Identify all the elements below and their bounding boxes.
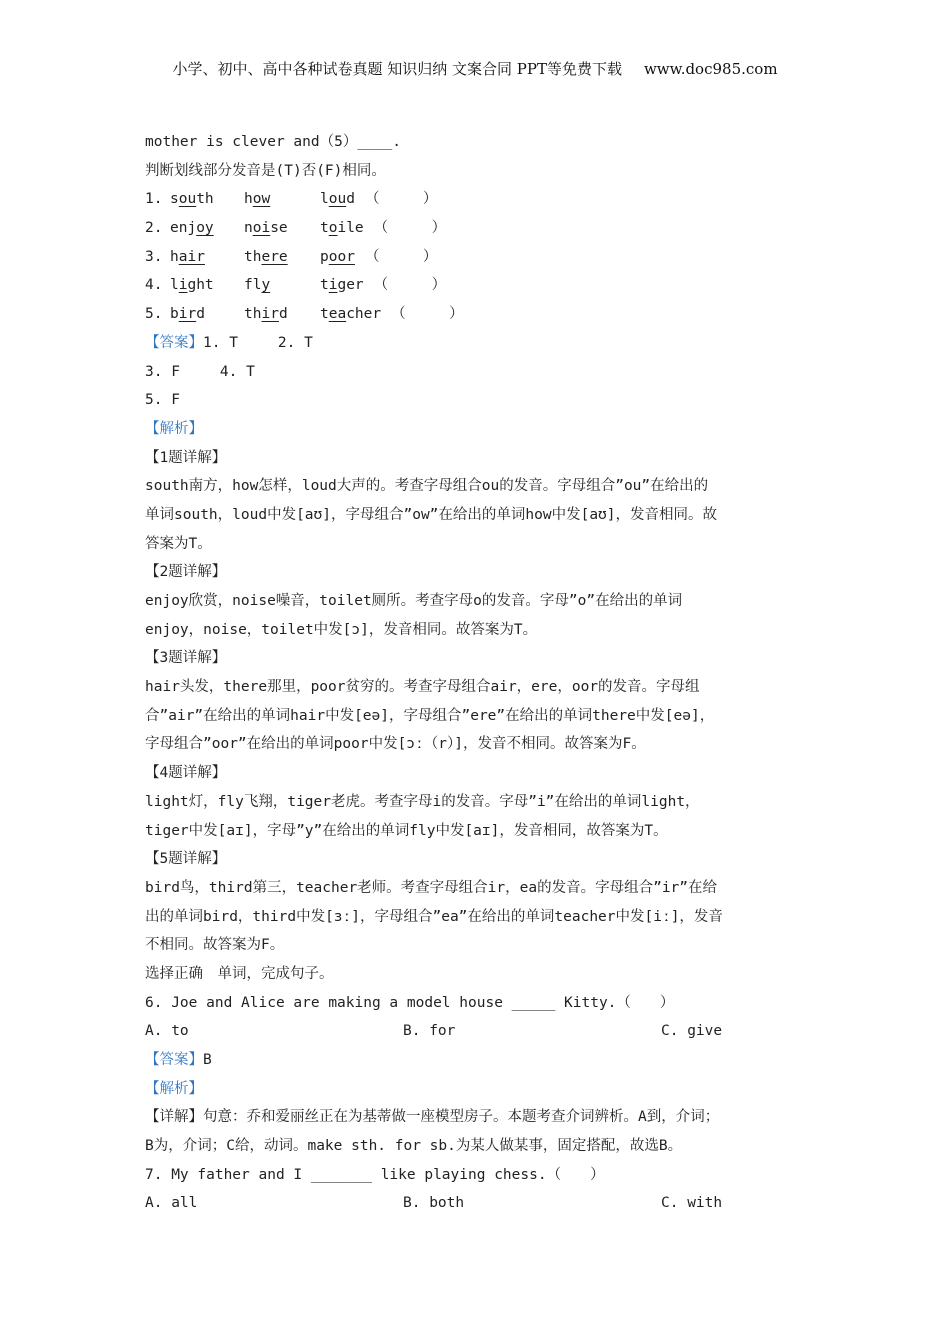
- phonics-row: [145, 271, 815, 300]
- analysis-details: [145, 444, 815, 960]
- detail-line: 不相同。故答案为F。: [145, 937, 285, 954]
- analysis-tag: 【解析】: [145, 420, 203, 437]
- word-part: n: [244, 220, 253, 237]
- word: [320, 249, 355, 265]
- word-part: d: [278, 306, 288, 323]
- intro-line: mother is clever and（5）____.: [145, 134, 401, 150]
- phonics-list: [145, 185, 815, 328]
- detail-line: enjoy，noise，toilet中发[ɔ]，发音相同。故答案为T。: [145, 621, 538, 638]
- word-part: l: [320, 191, 329, 208]
- word-part: d: [346, 191, 355, 208]
- word-part: se: [270, 220, 288, 237]
- underlined-letters: i: [328, 277, 338, 294]
- header-text: 小学、初中、高中各种试卷真题 知识归纳 文案合同 PPT等免费下载: [172, 60, 622, 78]
- phonics-row: [145, 214, 815, 243]
- question-6-answer: [145, 1046, 815, 1075]
- word: [320, 306, 381, 322]
- detail-line: B为，介词；C给，动词。make sth. for sb.为某人做某事，固定搭配，故选B。: [145, 1138, 683, 1155]
- word-part: s: [170, 191, 179, 208]
- word-part: th: [244, 306, 262, 323]
- detail-line: 出的单词bird，third中发[ɜː]，字母组合”ea”在给出的单词teacher中发[iː]，发音: [145, 908, 723, 925]
- word: [244, 271, 320, 300]
- word-part: th: [196, 191, 214, 208]
- document-body: [145, 128, 815, 1218]
- word-part: cher: [346, 306, 382, 323]
- answer-item: 2. T: [277, 334, 313, 351]
- detail-title: 【2题详解】: [145, 564, 227, 581]
- underlined-letters: ir: [261, 306, 279, 323]
- answer-tag: 【答案】: [145, 334, 203, 351]
- answer-tag: 【答案】: [145, 1052, 203, 1068]
- question-6: 6. Joe and Alice are making a model house _____ Kitty.（ ）: [145, 994, 675, 1011]
- word: [170, 185, 244, 214]
- option-c: C. give: [661, 1023, 723, 1040]
- word-part: ile: [337, 220, 364, 237]
- detail-title: 【1题详解】: [145, 449, 227, 466]
- underlined-letters: y: [261, 277, 271, 294]
- question-7: 7. My father and I _______ like playing chess.（ ）: [145, 1166, 605, 1183]
- answer-blank: （ ）: [391, 306, 464, 323]
- word-part: ger: [337, 277, 364, 294]
- detail-line: light灯，fly飞翔，tiger老虎。考查字母i的发音。字母”i”在给出的单词light，: [145, 793, 700, 810]
- word-part: th: [244, 248, 262, 265]
- row-number: 5.: [145, 306, 163, 323]
- page-header: [0, 58, 950, 79]
- answer-item: 1. T: [203, 334, 238, 351]
- underlined-letters: air: [178, 248, 205, 265]
- detail-line: 单词south，loud中发[aʊ]，字母组合”ow”在给出的单词how中发[aʊ]，发音相同。故: [145, 506, 718, 523]
- underlined-letters: oy: [196, 220, 214, 237]
- underlined-letters: ou: [178, 191, 197, 208]
- answer-line-1: [145, 329, 815, 358]
- row-number: 3.: [145, 248, 163, 265]
- word-part: t: [320, 220, 329, 237]
- answer-line-2: [145, 358, 815, 387]
- section-title: 判断划线部分发音是(T)否(F)相同。: [145, 162, 386, 179]
- detail-line: 字母组合”oor”在给出的单词poor中发[ɔː（r）]，发音不相同。故答案为F。: [145, 736, 646, 753]
- answer-blank: （ ）: [373, 220, 447, 237]
- option-b: B. for: [403, 1023, 456, 1040]
- answer-line-3: [145, 386, 815, 415]
- word: [320, 277, 364, 293]
- word-part: fl: [244, 277, 262, 294]
- detail-line: enjoy欣赏，noise噪音，toilet厕所。考查字母o的发音。字母”o”在给出的单词: [145, 593, 683, 609]
- word-part: enj: [170, 220, 197, 237]
- option-a: A. to: [145, 1023, 189, 1040]
- word-part: ght: [187, 277, 214, 294]
- header-url[interactable]: www.doc985.com: [643, 60, 778, 78]
- detail-title: 【4题详解】: [145, 765, 227, 782]
- detail-line: 答案为T。: [145, 535, 212, 552]
- word: [320, 220, 364, 236]
- answer-blank: （ ）: [364, 248, 438, 265]
- word: [244, 300, 320, 329]
- detail-line: bird鸟，third第三，teacher老师。考查字母组合ir，ea的发音。字母组合”ir”在给: [145, 879, 718, 896]
- answer-item: 4. T: [219, 363, 255, 380]
- section-title: 选择正确 单词，完成句子。: [145, 965, 334, 982]
- word: [170, 300, 244, 329]
- phonics-row: [145, 300, 815, 329]
- row-number: 2.: [145, 220, 163, 237]
- underlined-letters: oi: [252, 220, 271, 237]
- option-a: A. all: [145, 1195, 198, 1212]
- word: [170, 214, 244, 243]
- underlined-letters: i: [178, 277, 188, 294]
- option-b: B. both: [403, 1195, 465, 1212]
- underlined-letters: oor: [328, 248, 355, 265]
- phonics-row: [145, 243, 815, 272]
- word-part: t: [320, 306, 329, 323]
- detail-line: hair头发，there那里，poor贫穷的。考查字母组合air，ere，oor的发音。字母组: [145, 679, 700, 696]
- word: [320, 191, 355, 207]
- word: [244, 214, 320, 243]
- underlined-letters: o: [328, 220, 338, 237]
- answer-value: B: [203, 1052, 212, 1068]
- row-number: 1.: [145, 191, 163, 208]
- answer-blank: （ ）: [373, 277, 447, 294]
- word: [244, 243, 320, 272]
- detail-line: south南方，how怎样，loud大声的。考查字母组合ou的发音。字母组合”ou”在给出的: [145, 478, 709, 495]
- word: [170, 271, 244, 300]
- underlined-letters: ou: [328, 191, 347, 208]
- word-part: b: [170, 306, 179, 323]
- word-part: l: [170, 277, 179, 294]
- word: [244, 185, 320, 214]
- word-part: d: [196, 306, 205, 323]
- word-part: p: [320, 248, 329, 265]
- word-part: h: [244, 191, 253, 208]
- question-7-options: [145, 1189, 815, 1218]
- underlined-letters: ere: [261, 248, 288, 265]
- word-part: t: [320, 277, 329, 294]
- detail-line: 【详解】句意：乔和爱丽丝正在为基蒂做一座模型房子。本题考查介词辨析。A到，介词；: [145, 1109, 720, 1126]
- analysis-tag: 【解析】: [145, 1080, 203, 1097]
- detail-line: tiger中发[aɪ]，字母”y”在给出的单词fly中发[aɪ]，发音相同，故答案为T。: [145, 822, 668, 839]
- detail-line: 合”air”在给出的单词hair中发[eə]，字母组合”ere”在给出的单词there中发[eə]，: [145, 707, 715, 724]
- phonics-row: [145, 185, 815, 214]
- underlined-letters: ow: [252, 191, 271, 208]
- question-6-options: [145, 1017, 815, 1046]
- word: [170, 243, 244, 272]
- option-c: C. with: [661, 1195, 723, 1212]
- row-number: 4.: [145, 277, 163, 294]
- underlined-letters: ir: [178, 306, 197, 323]
- word-part: h: [170, 248, 179, 265]
- detail-title: 【3题详解】: [145, 650, 227, 667]
- detail-title: 【5题详解】: [145, 851, 227, 868]
- answer-item: 3. F: [145, 363, 180, 380]
- underlined-letters: ea: [328, 306, 347, 323]
- answer-item: 5. F: [145, 392, 180, 409]
- answer-blank: （ ）: [364, 191, 438, 208]
